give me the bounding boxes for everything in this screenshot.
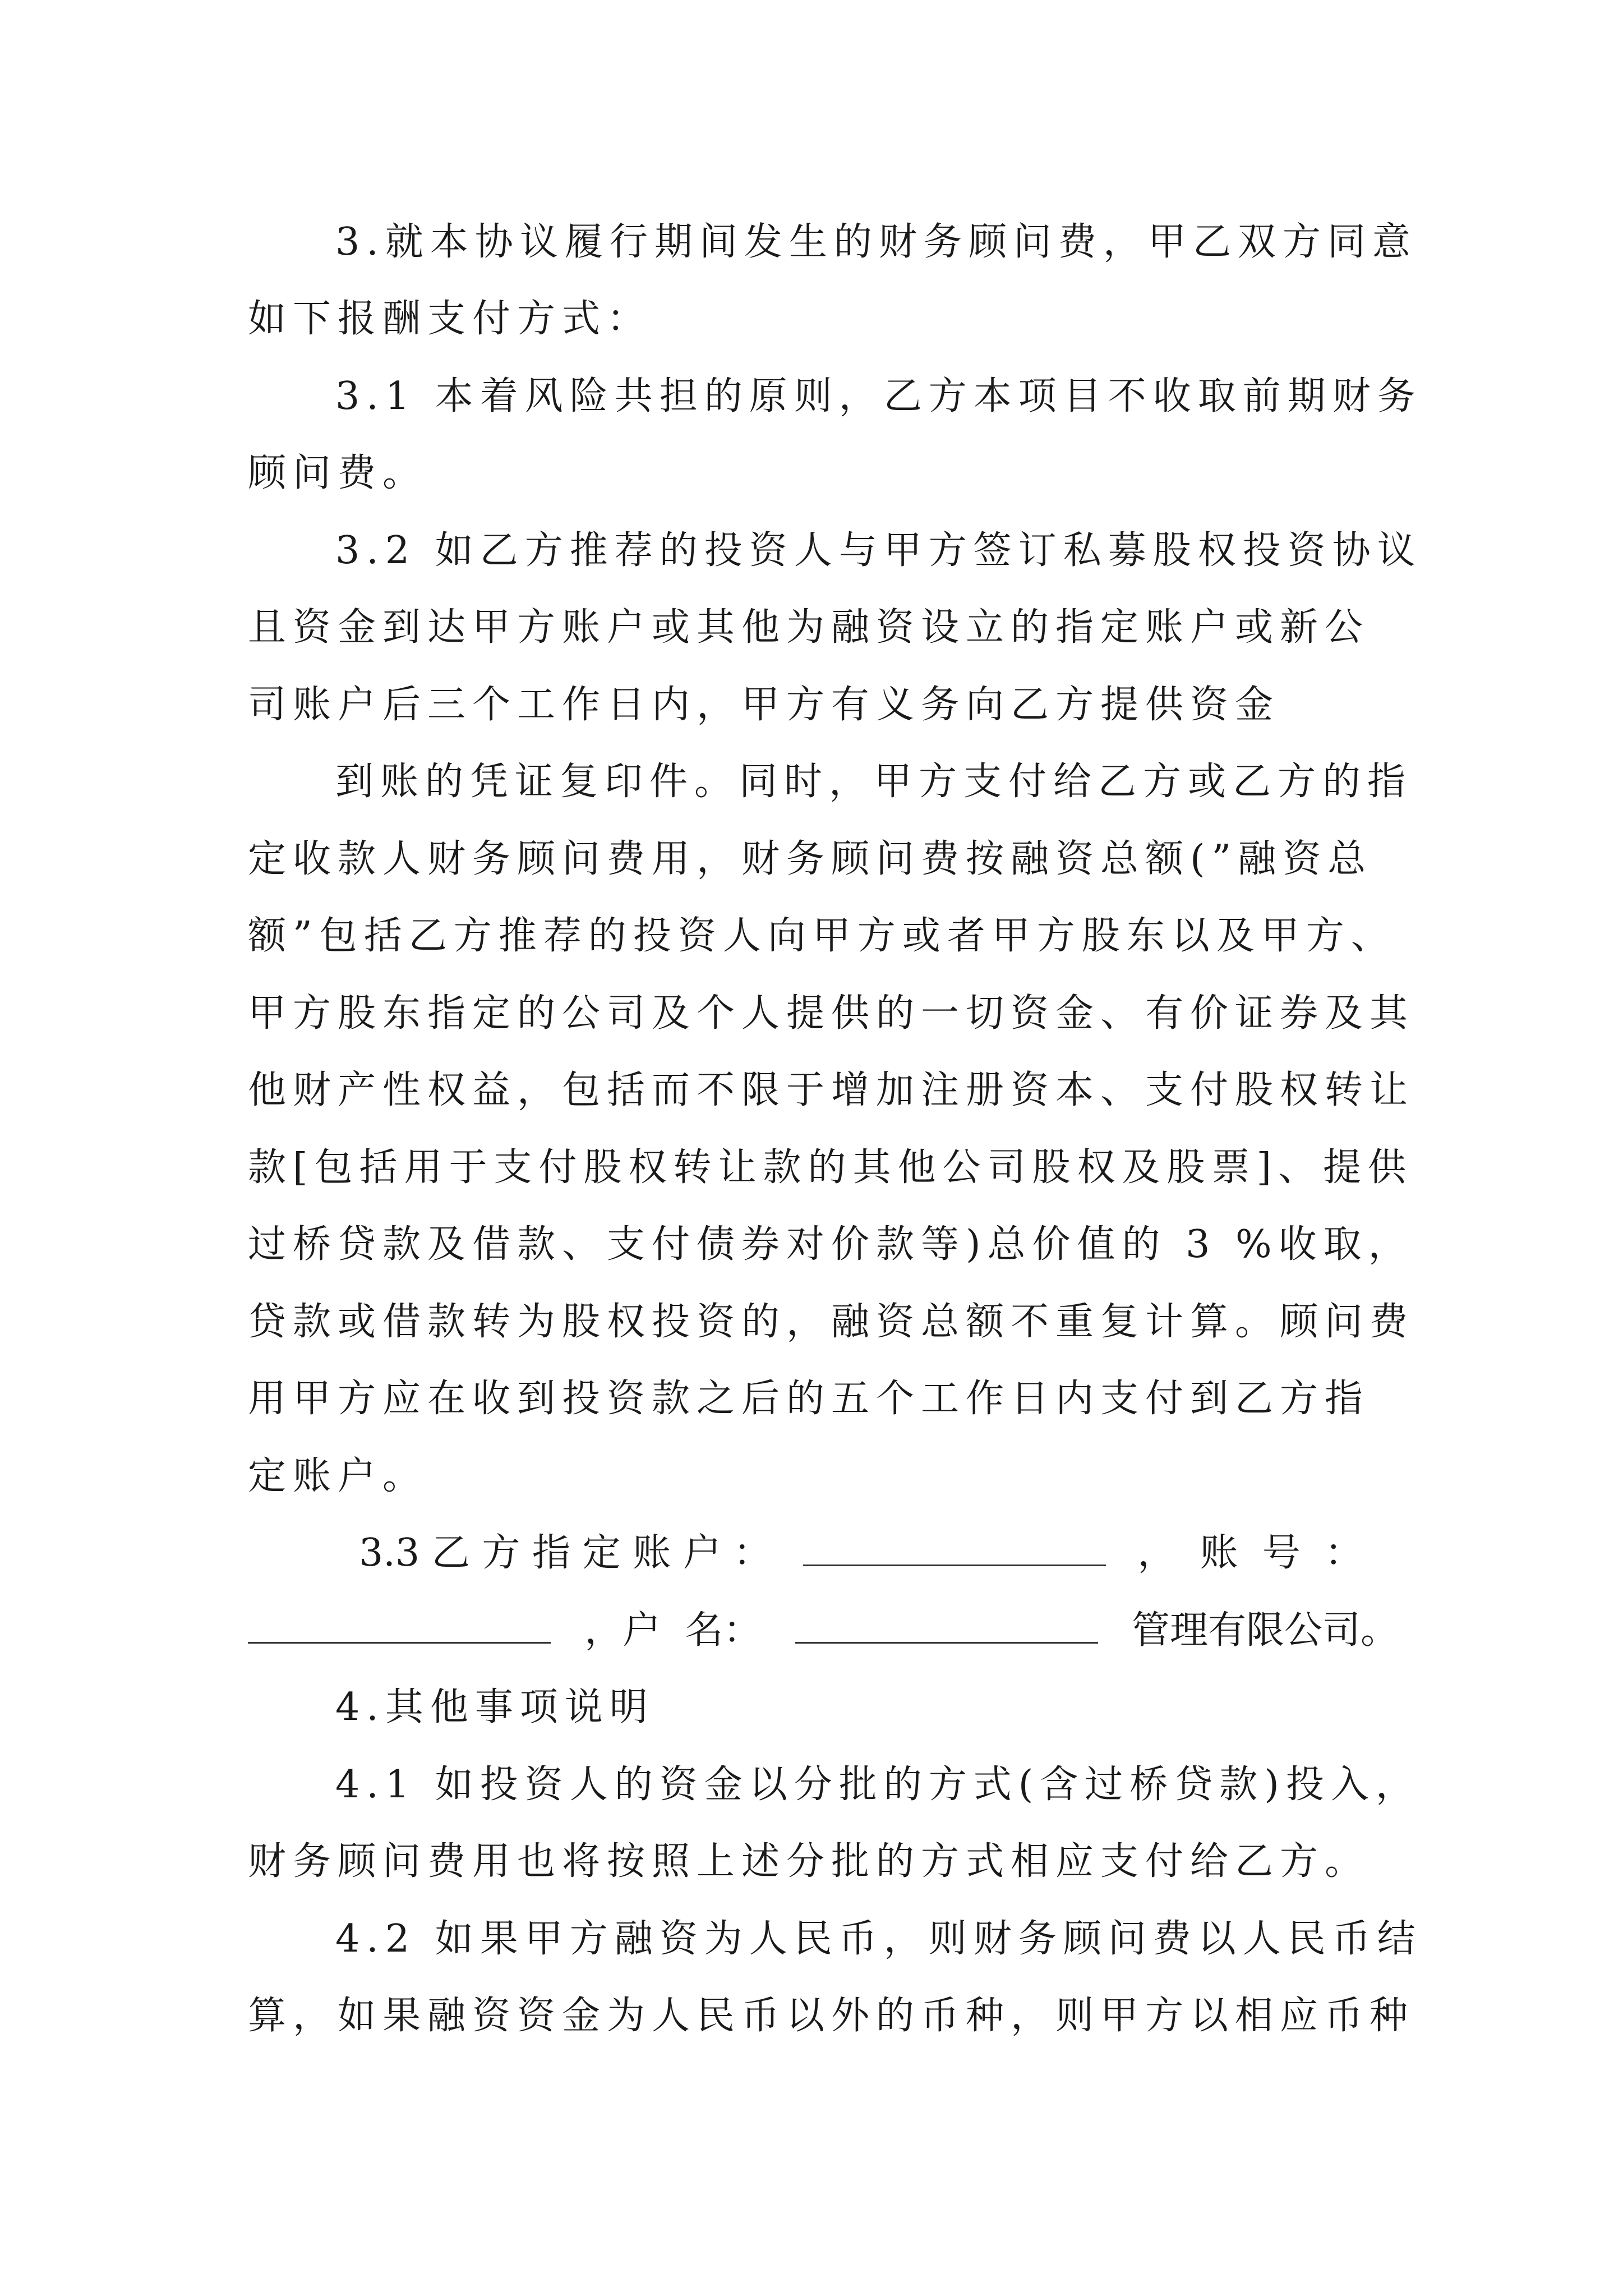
paragraph-fee-line-10: 定账户。 bbox=[248, 1454, 428, 1498]
paragraph-fee-line-3: 额”包括乙方推荐的投资人向甲方或者甲方股东以及甲方、 bbox=[248, 914, 1396, 958]
paragraph-3-1-line-1: 3.1 本着风险共担的原则，乙方本项目不收取前期财务 bbox=[335, 374, 1422, 418]
paragraph-3-line-2: 如下报酬支付方式： bbox=[248, 297, 652, 341]
account-line-1 bbox=[359, 1530, 1363, 1577]
paragraph-3-line-1: 3.就本协议履行期间发生的财务顾问费，甲乙双方同意 bbox=[335, 220, 1417, 264]
account-prefix: 3.3 乙 方 指 定 账 户 ： bbox=[359, 1531, 772, 1575]
paragraph-fee-line-5: 他财产性权益，包括而不限于增加注册资本、支付股权转让 bbox=[248, 1068, 1415, 1112]
paragraph-4-2-line-2: 算，如果融资资金为人民币以外的币种，则甲方以相应币种 bbox=[248, 1994, 1415, 2038]
paragraph-3-2-line-1: 3.2 如乙方推荐的投资人与甲方签订私募股权投资协议 bbox=[335, 528, 1422, 573]
account-blank bbox=[803, 1530, 1106, 1566]
paragraph-fee-line-8: 贷款或借款转为股权投资的，融资总额不重复计算。顾问费 bbox=[248, 1300, 1415, 1344]
account-holder-suffix: 管理有限公司。 bbox=[1131, 1608, 1399, 1653]
paragraph-3-2-line-3: 司账户后三个工作日内，甲方有义务向乙方提供资金 bbox=[248, 683, 1280, 727]
account-holder-blank bbox=[795, 1607, 1098, 1644]
paragraph-3-2-line-2: 且资金到达甲方账户或其他为融资设立的指定账户或新公 bbox=[248, 605, 1370, 650]
paragraph-fee-line-6: 款[包括用于支付股权转让款的其他公司股权及股票]、提供 bbox=[248, 1145, 1413, 1190]
paragraph-fee-line-7: 过桥贷款及借款、支付债券对价款等)总价值的 3 %收取， bbox=[248, 1222, 1413, 1267]
paragraph-3-1-line-2: 顾问费。 bbox=[248, 451, 428, 495]
section-4-heading: 4.其他事项说明 bbox=[335, 1685, 654, 1729]
paragraph-fee-line-9: 用甲方应在收到投资款之后的五个工作日内支付到乙方指 bbox=[248, 1377, 1370, 1421]
account-number-label: ， 账 号 ： bbox=[1137, 1531, 1363, 1575]
paragraph-4-1-line-1: 4.1 如投资人的资金以分批的方式(含过桥贷款)投入， bbox=[335, 1763, 1421, 1807]
account-holder-label: ，户 名： bbox=[584, 1608, 762, 1653]
paragraph-fee-line-1: 到账的凭证复印件。同时，甲方支付给乙方或乙方的指 bbox=[335, 760, 1413, 804]
paragraph-4-2-line-1: 4.2 如果甲方融资为人民币，则财务顾问费以人民币结 bbox=[335, 1917, 1422, 1961]
paragraph-fee-line-4: 甲方股东指定的公司及个人提供的一切资金、有价证券及其 bbox=[248, 991, 1415, 1036]
paragraph-4-1-line-2: 财务顾问费用也将按照上述分批的方式相应支付给乙方。 bbox=[248, 1839, 1370, 1884]
account-number-blank bbox=[248, 1607, 551, 1644]
account-line-2 bbox=[248, 1607, 1399, 1654]
paragraph-fee-line-2: 定收款人财务顾问费用，财务顾问费按融资总额(”融资总 bbox=[248, 837, 1373, 881]
